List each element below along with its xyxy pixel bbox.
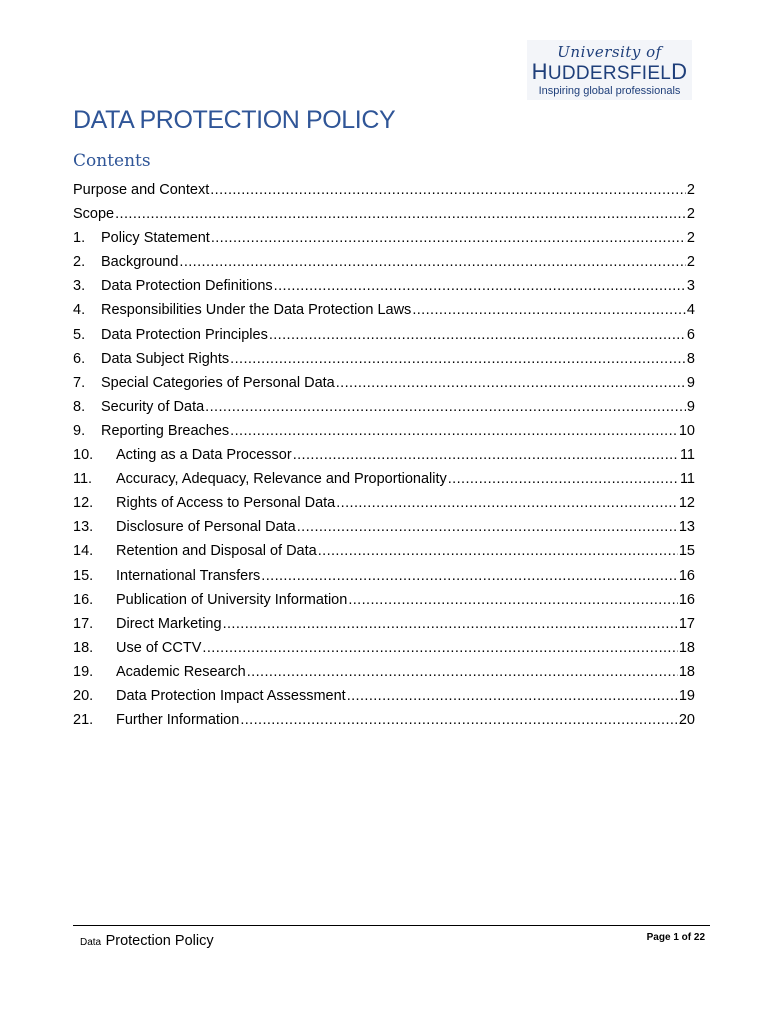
toc-entry-page: 11 bbox=[679, 471, 695, 488]
toc-entry-number: 1. bbox=[73, 230, 86, 247]
toc-entry-title: Background bbox=[101, 254, 179, 271]
toc-entry[interactable] bbox=[73, 419, 695, 443]
toc-entry-title: Accuracy, Adequacy, Relevance and Proportionality bbox=[116, 471, 447, 488]
toc-entry-number: 15. bbox=[73, 567, 94, 584]
toc-entry[interactable] bbox=[73, 588, 695, 612]
toc-entry[interactable] bbox=[73, 515, 695, 539]
toc-entry-page: 12 bbox=[678, 495, 695, 512]
toc-entry-page: 16 bbox=[678, 567, 695, 584]
toc-entry-title: Data Protection Principles bbox=[101, 326, 268, 343]
toc-entry-page: 18 bbox=[678, 663, 695, 680]
toc-entry-title: Data Subject Rights bbox=[101, 350, 230, 367]
toc-entry-page: 2 bbox=[686, 182, 695, 198]
toc-entry[interactable] bbox=[73, 226, 695, 250]
document-title: DATA PROTECTION POLICY bbox=[73, 106, 396, 134]
toc-entry-page: 4 bbox=[686, 302, 695, 319]
toc-dot-leader bbox=[247, 660, 678, 684]
toc-entry-number: 8. bbox=[73, 398, 86, 415]
toc-entry-page: 16 bbox=[678, 591, 695, 608]
toc-entry[interactable] bbox=[73, 564, 695, 588]
toc-dot-leader bbox=[318, 539, 678, 563]
toc-entry-page: 2 bbox=[686, 230, 695, 247]
toc-entry-number: 6. bbox=[73, 350, 86, 367]
footer-page-number: Page 1 of 22 bbox=[646, 932, 705, 943]
toc-entry-number: 2. bbox=[73, 254, 86, 271]
toc-entry-page: 11 bbox=[679, 447, 695, 464]
toc-dot-leader bbox=[293, 443, 679, 467]
toc-entry[interactable] bbox=[73, 250, 695, 274]
contents-heading: Contents bbox=[73, 151, 151, 171]
toc-dot-leader bbox=[210, 178, 686, 202]
toc-entry-page: 9 bbox=[686, 398, 695, 415]
toc-dot-leader bbox=[211, 226, 686, 250]
toc-entry-title: Disclosure of Personal Data bbox=[116, 519, 296, 536]
toc-entry-title: International Transfers bbox=[116, 567, 261, 584]
toc-entry[interactable] bbox=[73, 491, 695, 515]
toc-entry[interactable] bbox=[73, 274, 695, 298]
toc-entry-number: 20. bbox=[73, 687, 94, 704]
toc-entry-page: 13 bbox=[678, 519, 695, 536]
toc-entry-page: 19 bbox=[678, 687, 695, 704]
toc-entry-page: 18 bbox=[678, 639, 695, 656]
toc-entry-title: Purpose and Context bbox=[73, 182, 210, 198]
toc-entry-title: Academic Research bbox=[116, 663, 246, 680]
toc-entry-title: Publication of University Information bbox=[116, 591, 348, 608]
toc-dot-leader bbox=[274, 274, 686, 298]
logo-tagline: Inspiring global professionals bbox=[538, 85, 681, 97]
toc-dot-leader bbox=[230, 347, 686, 371]
toc-entry-page: 20 bbox=[678, 712, 695, 729]
toc-entry-title: Retention and Disposal of Data bbox=[116, 543, 317, 560]
toc-entry-title: Further Information bbox=[116, 712, 240, 729]
toc-entry-number: 5. bbox=[73, 326, 86, 343]
toc-dot-leader bbox=[336, 371, 686, 395]
toc-entry-page: 8 bbox=[686, 350, 695, 367]
toc-entry-number: 14. bbox=[73, 543, 94, 560]
toc-dot-leader bbox=[230, 419, 678, 443]
toc-entry-title: Data Protection Impact Assessment bbox=[116, 687, 346, 704]
toc-entry[interactable] bbox=[73, 371, 695, 395]
toc-entry-number: 13. bbox=[73, 519, 94, 536]
toc-entry-number: 16. bbox=[73, 591, 94, 608]
toc-entry-title: Use of CCTV bbox=[116, 639, 202, 656]
footer-divider bbox=[73, 925, 710, 926]
toc-dot-leader bbox=[261, 564, 678, 588]
toc-dot-leader bbox=[336, 491, 678, 515]
toc-dot-leader bbox=[205, 395, 686, 419]
toc-dot-leader bbox=[297, 515, 678, 539]
toc-entry[interactable] bbox=[73, 539, 695, 563]
toc-entry[interactable] bbox=[73, 323, 695, 347]
toc-entry-number: 10. bbox=[73, 447, 94, 464]
toc-entry-number: 9. bbox=[73, 422, 86, 439]
toc-entry-title: Acting as a Data Processor bbox=[116, 447, 292, 464]
toc-dot-leader bbox=[179, 250, 686, 274]
toc-dot-leader bbox=[223, 612, 678, 636]
toc-dot-leader bbox=[202, 636, 677, 660]
toc-entry[interactable] bbox=[73, 636, 695, 660]
toc-entry-page: 15 bbox=[678, 543, 695, 560]
logo-line-huddersfield: HUDDERSFIELD bbox=[531, 59, 688, 84]
toc-entry-page: 10 bbox=[678, 422, 695, 439]
toc-entry[interactable] bbox=[73, 178, 695, 202]
toc-dot-leader bbox=[269, 323, 686, 347]
toc-entry-number: 12. bbox=[73, 495, 94, 512]
toc-dot-leader bbox=[348, 588, 678, 612]
toc-entry[interactable] bbox=[73, 684, 695, 708]
toc-entry-number: 4. bbox=[73, 302, 86, 319]
toc-entry-number: 21. bbox=[73, 712, 94, 729]
footer-document-name: Data Protection Policy bbox=[80, 933, 214, 949]
toc-entry-title: Rights of Access to Personal Data bbox=[116, 495, 336, 512]
toc-entry-page: 2 bbox=[686, 206, 695, 223]
toc-entry-number: 19. bbox=[73, 663, 94, 680]
toc-entry-page: 9 bbox=[686, 374, 695, 391]
toc-entry-page: 3 bbox=[686, 278, 695, 295]
toc-entry-page: 2 bbox=[686, 254, 695, 271]
university-logo bbox=[527, 40, 692, 100]
toc-entry[interactable] bbox=[73, 612, 695, 636]
toc-entry[interactable] bbox=[73, 443, 695, 467]
toc-entry-number: 18. bbox=[73, 639, 94, 656]
toc-entry-title: Data Protection Definitions bbox=[101, 278, 273, 295]
toc-dot-leader bbox=[412, 298, 686, 322]
toc-dot-leader bbox=[240, 708, 678, 732]
toc-entry[interactable] bbox=[73, 467, 695, 491]
toc-entry-title: Scope bbox=[73, 206, 115, 223]
toc-entry-title: Direct Marketing bbox=[116, 615, 222, 632]
toc-entry[interactable] bbox=[73, 660, 695, 684]
toc-entry-number: 3. bbox=[73, 278, 86, 295]
toc-dot-leader bbox=[448, 467, 679, 491]
toc-entry-title: Responsibilities Under the Data Protection Laws bbox=[101, 302, 412, 319]
toc-entry-number: 11. bbox=[73, 471, 93, 488]
toc-entry[interactable] bbox=[73, 347, 695, 371]
toc-entry-title: Reporting Breaches bbox=[101, 422, 230, 439]
toc-entry[interactable] bbox=[73, 298, 695, 322]
toc-entry-title: Security of Data bbox=[101, 398, 205, 415]
toc-entry-number: 7. bbox=[73, 374, 86, 391]
toc-entry[interactable] bbox=[73, 202, 695, 226]
toc-entry-title: Special Categories of Personal Data bbox=[101, 374, 335, 391]
toc-entry-title: Policy Statement bbox=[101, 230, 210, 247]
toc-dot-leader bbox=[347, 684, 678, 708]
toc-entry-page: 6 bbox=[686, 326, 695, 343]
toc-entry[interactable] bbox=[73, 708, 695, 732]
toc-entry-number: 17. bbox=[73, 615, 94, 632]
toc-entry-page: 17 bbox=[678, 615, 695, 632]
toc-entry[interactable] bbox=[73, 395, 695, 419]
toc-dot-leader bbox=[115, 202, 686, 226]
table-of-contents bbox=[73, 178, 695, 732]
logo-line-university-of: University of bbox=[557, 43, 662, 61]
